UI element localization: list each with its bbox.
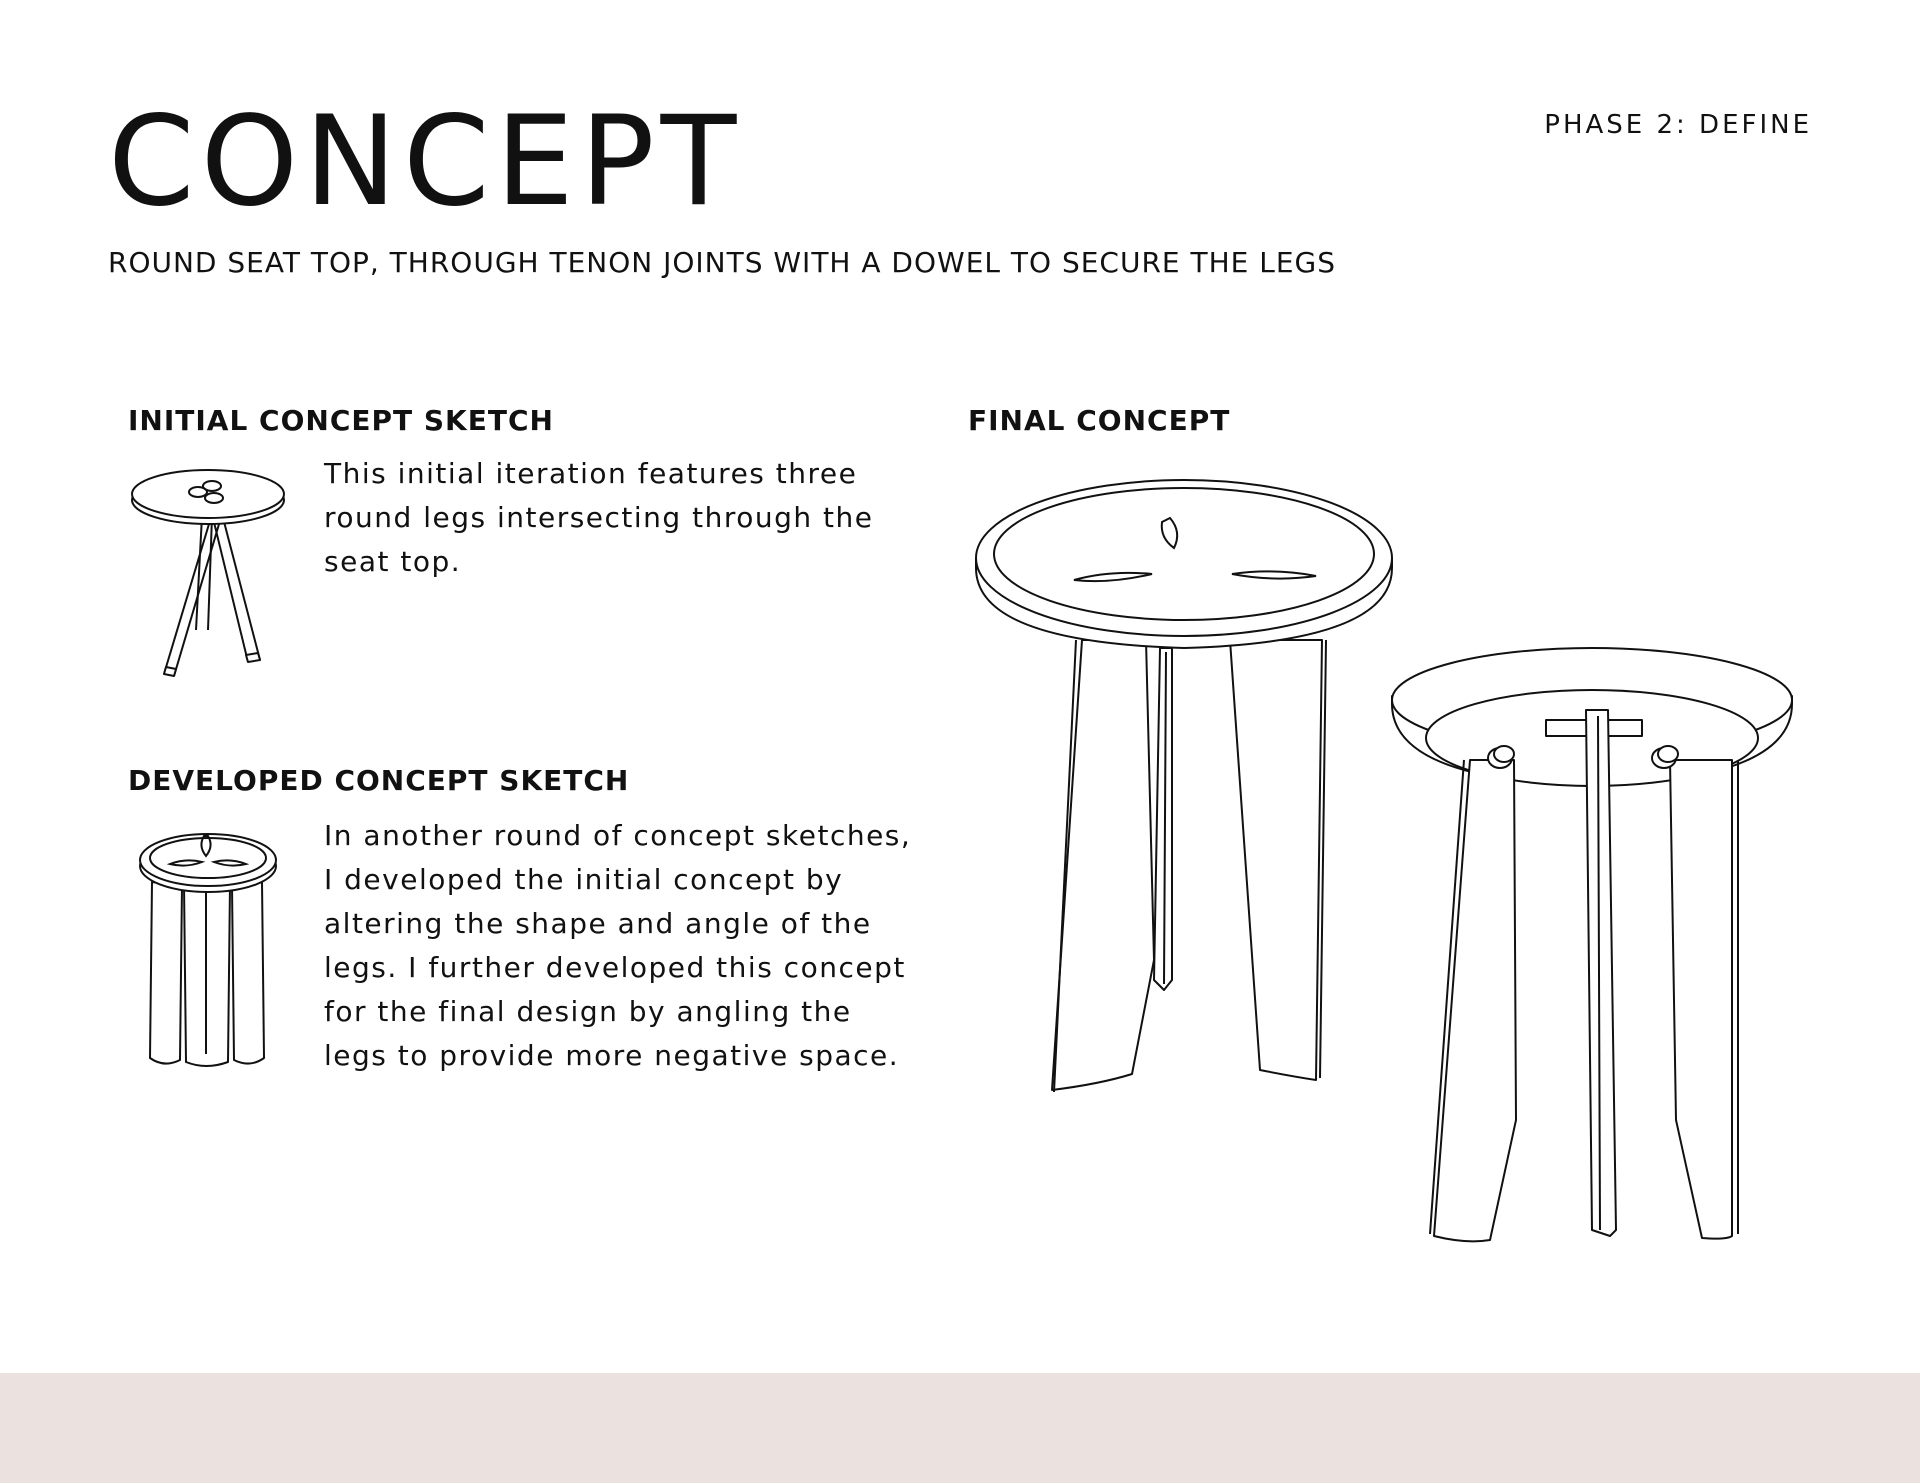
developed-sketch-heading: DEVELOPED CONCEPT SKETCH (128, 764, 630, 797)
developed-sketch-description: In another round of concept sketches, I developed the initial concept by altering the shape and angle of the legs. I further developed this concept for the final design by angling the legs to provide more negative space. (324, 819, 912, 1072)
initial-sketch-illustration (128, 462, 288, 682)
footer-band (0, 1373, 1920, 1483)
phase-label: PHASE 2: DEFINE (1544, 110, 1812, 140)
final-concept-heading: FINAL CONCEPT (968, 404, 1231, 437)
final-concept-underside-view (1386, 640, 1806, 1260)
initial-sketch-description: This initial iteration features three round legs intersecting through the seat top. (324, 457, 874, 578)
page-subtitle: ROUND SEAT TOP, THROUGH TENON JOINTS WITH A DOWEL TO SECURE THE LEGS (108, 246, 1337, 279)
initial-sketch-heading: INITIAL CONCEPT SKETCH (128, 404, 554, 437)
page-title: CONCEPT (108, 90, 743, 234)
final-concept-front-view (970, 480, 1410, 1100)
developed-sketch-illustration (128, 822, 288, 1072)
